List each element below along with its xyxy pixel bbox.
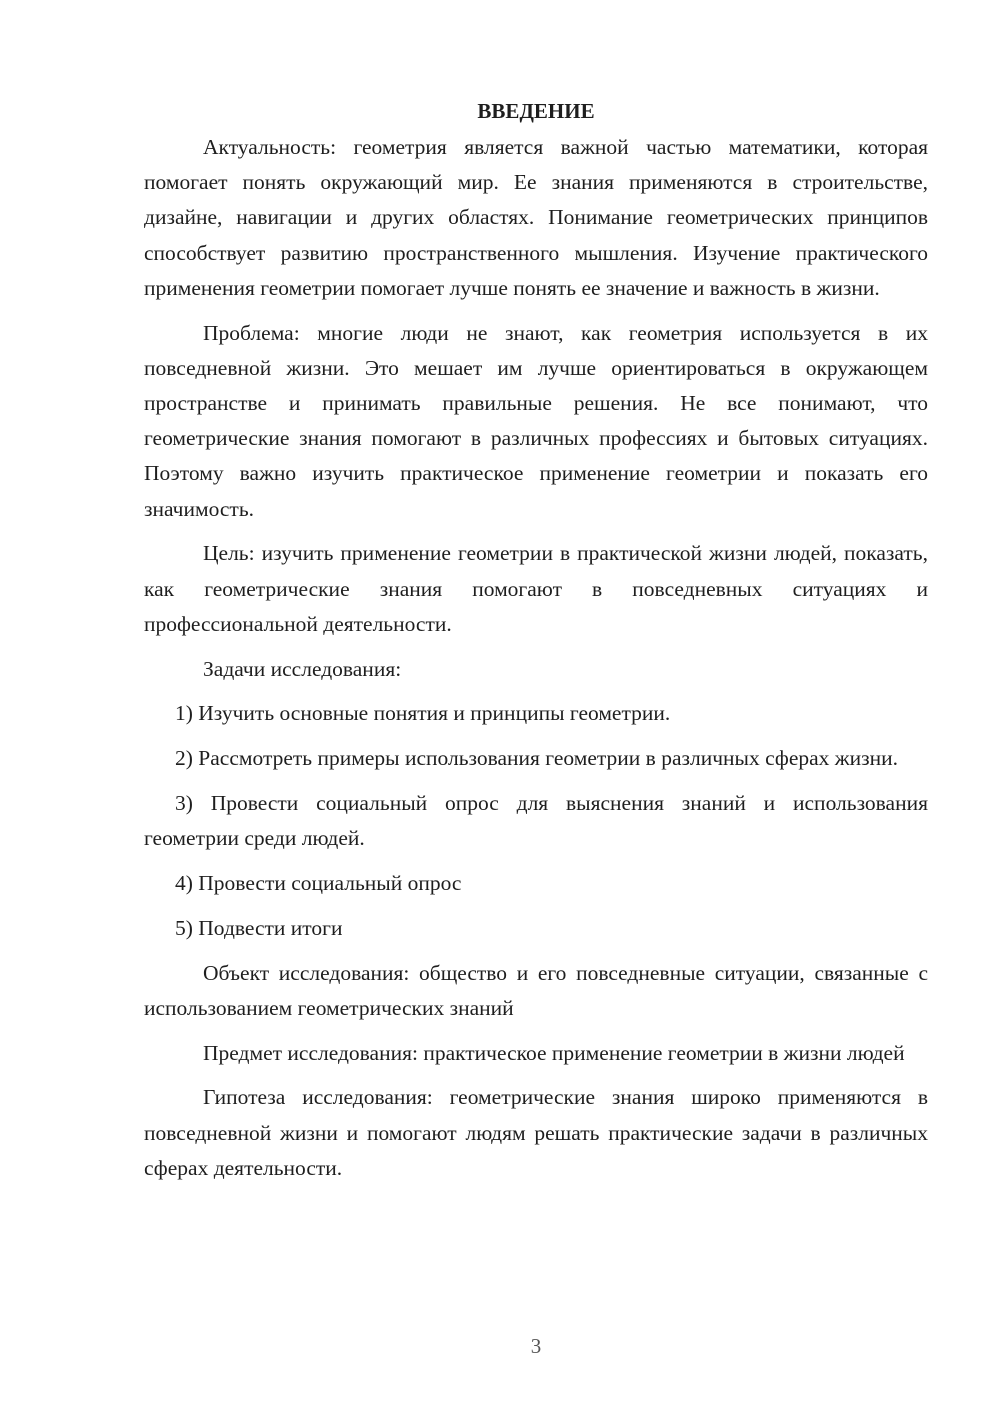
task-item: 2) Рассмотреть примеры использования геометрии в различных сферах жизни.: [175, 746, 899, 771]
task-item: 1) Изучить основные понятия и принципы геометрии.: [175, 701, 671, 726]
task-item: 4) Провести социальный опрос: [175, 871, 462, 896]
document-page: [144, 96, 928, 1196]
page-title: ВВЕДЕНИЕ: [477, 99, 595, 123]
page-number: 3: [530, 1334, 542, 1358]
tasks-heading: Задачи исследования:: [203, 656, 402, 681]
object-paragraph: Объект исследования: общество и его повседневные ситуации, связанные с использованием геометрических знаний: [144, 960, 928, 1020]
relevance-paragraph: Актуальность: геометрия является важной частью математики, которая помогает понять окружающий мир. Ее знания применяются в строительстве, дизайне, навигации и других областях. Понимание геометрических принципов способствует развитию пространственного мышления. Изучение практического применения геометрии помогает лучше понять ее значение и важность в жизни.: [144, 135, 928, 300]
task-item: 3) Провести социальный опрос для выяснения знаний и использования геометрии среди людей.: [144, 791, 928, 851]
hypothesis-paragraph: Гипотеза исследования: геометрические знания широко применяются в повседневной жизни и помогают людям решать практические задачи в различных сферах деятельности.: [144, 1085, 928, 1180]
tasks-list: [144, 696, 928, 946]
goal-paragraph: Цель: изучить применение геометрии в практической жизни людей, показать, как геометрические знания помогают в повседневных ситуациях и профессиональной деятельности.: [144, 541, 928, 636]
task-item: 5) Подвести итоги: [175, 915, 343, 940]
problem-paragraph: Проблема: многие люди не знают, как геометрия используется в их повседневной жизни. Это мешает им лучше ориентироваться в окружающем пространстве и принимать правильные решения. Не все понимают, что геометрические знания помогают в различных профессиях и бытовых ситуациях. Поэтому важно изучить практическое применение геометрии и показать его значимость.: [144, 320, 928, 521]
subject-paragraph: Предмет исследования: практическое применение геометрии в жизни людей: [203, 1040, 905, 1065]
